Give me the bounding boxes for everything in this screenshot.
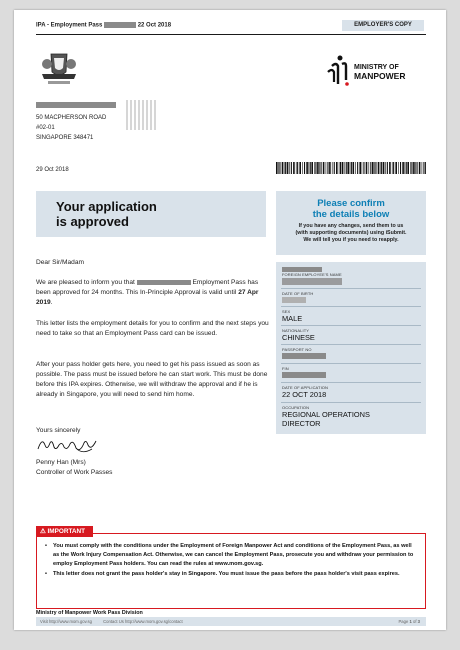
ministry-line2: MANPOWER bbox=[354, 71, 406, 81]
ministry-line1: MINISTRY OF bbox=[354, 64, 399, 71]
employee-details-box bbox=[276, 262, 426, 434]
redacted-block bbox=[282, 353, 326, 359]
footer-contact-link[interactable]: Contact Us http://www.mom.gov.sg/contact bbox=[103, 619, 183, 624]
document-title: IPA - Employment Pass 22 Oct 2018 bbox=[36, 22, 172, 29]
redacted-block bbox=[282, 372, 326, 378]
redacted-block bbox=[282, 278, 342, 285]
confirm-instructions: If you have any changes, send them to us (with supporting documents) using iSubmit. We will tell you if you need to reapply. bbox=[295, 223, 407, 243]
occupation-label: OCCUPATION bbox=[282, 405, 310, 410]
approval-heading-box bbox=[36, 191, 266, 237]
signature-icon bbox=[36, 435, 100, 455]
warning-icon: ⚠ bbox=[40, 528, 46, 535]
paragraph-1: We are pleased to inform you that Employment Pass has been approved for 24 months. This In-Principle Approval is valid until 27 Apr 2019. bbox=[36, 279, 259, 306]
application-date-value: 22 OCT 2018 bbox=[282, 390, 327, 399]
nationality-value: CHINESE bbox=[282, 333, 315, 342]
letter-page bbox=[14, 10, 446, 630]
redacted-block bbox=[137, 280, 191, 285]
passport-label: PASSPORT NO bbox=[282, 347, 312, 352]
name-label: FOREIGN EMPLOYEE'S NAME bbox=[282, 272, 342, 277]
mom-logo-icon bbox=[326, 54, 352, 88]
footer-division: Ministry of Manpower Work Pass Division bbox=[36, 610, 143, 616]
confirm-title: Please confirm the details below bbox=[312, 198, 390, 220]
salutation: Dear Sir/Madam bbox=[36, 259, 85, 266]
redacted-code bbox=[126, 100, 156, 130]
signatory-name: Penny Han (Mrs) bbox=[36, 459, 86, 466]
copy-badge: EMPLOYER'S COPY bbox=[342, 20, 424, 31]
barcode-icon bbox=[276, 162, 426, 174]
sex-value: MALE bbox=[282, 314, 303, 323]
confirm-details-box bbox=[276, 191, 426, 255]
nationality-label: NATIONALITY bbox=[282, 328, 310, 333]
header-rule bbox=[36, 34, 426, 35]
paragraph-2: This letter lists the employment details for you to confirm and the next steps you need to take so that an Employment Pass card can be issued. bbox=[36, 320, 269, 337]
closing: Yours sincerely bbox=[36, 427, 81, 434]
redacted-block bbox=[36, 102, 116, 108]
important-notice bbox=[36, 528, 426, 609]
important-badge: ⚠ IMPORTANT bbox=[36, 526, 93, 537]
footer-visit-link[interactable]: Visit http://www.mom.gov.sg bbox=[40, 619, 92, 624]
signatory-title: Controller of Work Passes bbox=[36, 469, 113, 476]
approval-heading: Your application is approved bbox=[56, 199, 157, 229]
occupation-value: REGIONAL OPERATIONS DIRECTOR bbox=[282, 410, 370, 428]
letter-date: 29 Oct 2018 bbox=[36, 167, 69, 173]
important-list bbox=[45, 542, 415, 580]
dob-label: DATE OF BIRTH bbox=[282, 291, 314, 296]
employer-address: 50 MACPHERSON ROAD #02-01 SINGAPORE 348471 bbox=[36, 102, 116, 143]
redacted-block bbox=[282, 297, 306, 303]
singapore-crest-icon bbox=[38, 48, 80, 86]
sex-label: SEX bbox=[282, 309, 291, 314]
redacted-block bbox=[104, 22, 136, 28]
important-item: • You must comply with the conditions under the Employment of Foreign Manpower Act and conditions of the Employment Pass, as well as the Work Injury Compensation Act. Otherwise, we can cancel the Employment Pass, prosecute you and withdraw your permission to employ Employment Pass holders. You can read the rules at www.mom.gov.sg. bbox=[45, 542, 415, 569]
page-number: Page 1 of 3 bbox=[398, 619, 420, 624]
application-date-label: DATE OF APPLICATION bbox=[282, 385, 328, 390]
fin-label: FIN bbox=[282, 366, 289, 371]
paragraph-3: After your pass holder gets here, you need to get his pass issued as soon as possible. The pass must be issued before he can start work. This must be done before this IPA expires. Otherwise, we will withdraw the approval and if he is already in Singapore, you will need to send him home. bbox=[36, 361, 268, 398]
mom-logo bbox=[326, 52, 426, 92]
important-item: • This letter does not grant the pass holder's stay in Singapore. You must issue the pass before the pass holder's visit pass expires. bbox=[45, 570, 415, 579]
footer-bar bbox=[36, 617, 426, 626]
